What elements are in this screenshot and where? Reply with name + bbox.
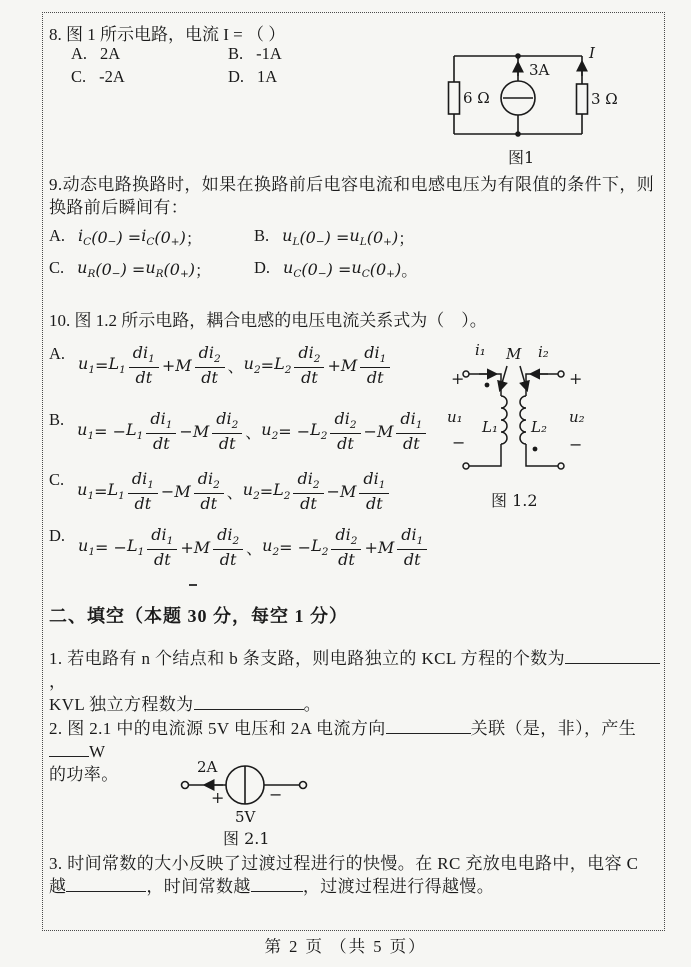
math-var: $u_2$ [243, 354, 261, 377]
math-text: ) [391, 228, 399, 247]
math-text: = − [278, 421, 311, 441]
option-label: A. [49, 344, 66, 363]
fraction: $\frac{di_1}{dt}$ [360, 344, 390, 387]
math-var: − [315, 236, 325, 249]
fraction: $\frac{di_2}{dt}$ [330, 410, 360, 453]
q8-number: 8. [49, 25, 62, 44]
math-var: $L_1$ [126, 420, 144, 443]
terminal [558, 371, 564, 377]
L2-label: L₂ [531, 418, 547, 436]
math-text: (0 [299, 228, 316, 247]
math-text: = − [94, 421, 127, 441]
blank-line [66, 877, 146, 892]
option-formula [282, 226, 414, 249]
math-text: − [326, 481, 340, 501]
math-var: $u_1$ [77, 420, 95, 443]
math-var: + [386, 268, 395, 281]
math-var: $L_1$ [126, 536, 145, 559]
option-label: D. [254, 258, 271, 277]
terminal [300, 782, 307, 789]
blank-line [251, 877, 303, 892]
text-run: 2. 图 2.1 中的电流源 5V 电压和 2A 电流方向 [49, 719, 386, 738]
text-run: 越 [49, 877, 67, 896]
fraction: $\frac{di_1}{dt}$ [129, 344, 159, 387]
polarity-minus: − [569, 435, 583, 454]
math-text: M [193, 537, 211, 557]
text-run: ，时间常数越 [146, 877, 251, 896]
fill-question-1 [49, 647, 661, 716]
figure-1-2-coupled-inductors [441, 338, 591, 518]
u2-label: u₂ [569, 408, 585, 426]
option-text: -2A [99, 67, 125, 86]
math-text: = − [279, 537, 312, 557]
option-label: B. [49, 410, 65, 429]
math-text: (0 [91, 228, 108, 247]
option-label: B. [228, 44, 244, 63]
math-text: = [259, 481, 274, 501]
math-text: ) = [324, 228, 350, 247]
math-text: = [260, 355, 275, 375]
figure-caption: 图 1.2 [491, 491, 538, 510]
blank-line [194, 695, 304, 710]
dot-mark [533, 447, 538, 452]
math-text: ) = [326, 260, 352, 279]
page-footer: 第 2 页 （共 5 页） [264, 937, 427, 956]
math-text: ) [188, 260, 196, 279]
math-text: = − [95, 537, 127, 557]
math-text: (0 [163, 260, 180, 279]
q8-option-b [228, 44, 282, 64]
q9-line1: 动态电路换路时，如果在换路前后电容电流和电感电压为有限值的条件下，则 [62, 175, 655, 194]
current-label: 2A [197, 758, 218, 776]
q10-option-c [49, 470, 392, 513]
blank-line [49, 742, 89, 757]
question-10-title [49, 306, 487, 331]
text-run: ，过渡过程进行得越慢。 [302, 877, 495, 896]
math-text: 。 [401, 263, 418, 280]
math-var: $u_C$ [351, 258, 370, 281]
math-text: M [339, 481, 357, 501]
wire [526, 374, 558, 396]
q9-line2: 换路前后瞬间有： [49, 198, 189, 217]
math-text: M [175, 355, 192, 375]
figure-caption: 图 2.1 [223, 829, 270, 848]
mutual-label: M [506, 345, 522, 363]
math-var: $L_2$ [274, 354, 292, 377]
q8-option-d [228, 67, 277, 87]
math-var: $L_2$ [273, 480, 291, 503]
math-text: M [340, 355, 358, 375]
resistor-right-label: 3 Ω [591, 90, 618, 108]
q8-option-c [71, 67, 125, 87]
math-text: 、 [246, 540, 263, 558]
q9-option-b [254, 226, 414, 249]
math-var: $i_C$ [78, 226, 92, 249]
math-var: $i_C$ [141, 226, 155, 249]
terminal [182, 782, 189, 789]
fraction: $\frac{di_1}{dt}$ [359, 470, 389, 513]
q9-option-c [49, 258, 211, 281]
polarity-plus: + [451, 369, 465, 388]
q9-option-a [49, 226, 202, 249]
math-text: M [376, 421, 394, 441]
text-run: 3. 时间常数的大小反映了过渡过程进行的快慢。在 RC 充放电电路中，电容 C [49, 854, 639, 873]
L1-label: L₁ [482, 418, 498, 436]
voltage-label: 5V [235, 808, 256, 826]
wire [526, 444, 558, 466]
math-text: (0 [154, 228, 171, 247]
option-label: A. [49, 226, 66, 245]
fraction: $\frac{di_2}{dt}$ [195, 344, 225, 387]
text-run: KVL 独立方程数为 [49, 695, 194, 714]
math-text: ； [398, 231, 415, 248]
exam-sheet-border [42, 12, 665, 931]
math-var: $u_L$ [349, 226, 367, 249]
math-text: = [95, 355, 109, 375]
blank-line [386, 719, 471, 734]
terminal [558, 463, 564, 469]
q8-text: 图 1 所示电路，电流 I = （ ） [66, 25, 286, 44]
math-var: $L_1$ [107, 480, 125, 503]
blank-line [565, 649, 660, 664]
math-text: ； [195, 263, 212, 280]
terminal [463, 463, 469, 469]
math-text: − [160, 481, 175, 501]
math-var: $u_C$ [283, 258, 302, 281]
wire [469, 444, 501, 466]
math-text: ) = [116, 228, 142, 247]
option-text: 2A [100, 44, 121, 63]
option-label: C. [71, 67, 87, 86]
option-formula [77, 470, 392, 513]
math-text: (0 [369, 260, 387, 279]
math-text: (0 [95, 260, 112, 279]
math-text: + [364, 537, 378, 557]
figure-2-1-current-source [155, 755, 375, 855]
fraction: $\frac{di_2}{dt}$ [293, 470, 323, 513]
math-text: ) [394, 260, 402, 279]
option-label: D. [228, 67, 245, 86]
option-label: C. [49, 258, 65, 277]
math-text: + [180, 537, 194, 557]
math-var: $u_2$ [262, 536, 280, 559]
option-label: C. [49, 470, 65, 489]
math-var: $u_1$ [78, 536, 96, 559]
math-var: $u_1$ [77, 480, 95, 503]
i2-label: i₂ [538, 343, 549, 361]
text-run: W [89, 742, 106, 761]
q10-option-b [49, 410, 429, 453]
math-text: 、 [245, 424, 262, 442]
math-var: $u_L$ [282, 226, 300, 249]
fraction: $\frac{di_1}{dt}$ [128, 470, 158, 513]
math-var: $L_2$ [310, 420, 328, 443]
math-text: M [192, 421, 210, 441]
question-8-title [49, 20, 285, 45]
option-label: A. [71, 44, 88, 63]
option-label: D. [49, 526, 66, 545]
option-text: 1A [257, 67, 278, 86]
resistor-6ohm [449, 82, 460, 114]
math-text: ； [185, 231, 202, 248]
text-run: 的功率。 [49, 765, 119, 784]
resistor-3ohm [577, 84, 588, 114]
math-var: + [179, 268, 189, 281]
math-text: ) = [120, 260, 146, 279]
q10-number: 10. [49, 311, 71, 330]
option-text: -1A [256, 44, 282, 63]
math-var: $u_R$ [77, 258, 96, 281]
math-var: $u_1$ [78, 354, 96, 377]
figure-1-circuit [434, 42, 619, 170]
option-formula [78, 344, 393, 387]
math-text: + [327, 355, 341, 375]
q9-number: 9. [49, 175, 63, 194]
source-current-label: 3A [529, 61, 550, 79]
math-text: M [174, 481, 191, 501]
q10-option-d [49, 526, 430, 569]
math-text: 、 [226, 484, 243, 502]
math-var: $L_1$ [108, 354, 126, 377]
section-2-title: 二、填空（本题 30 分，每空 1 分） [49, 606, 348, 626]
fraction: $\frac{di_1}{dt}$ [396, 410, 426, 453]
fraction: $\frac{di_1}{dt}$ [397, 526, 427, 569]
inductor-L1-coil [501, 396, 507, 444]
fraction: $\frac{di_1}{dt}$ [146, 410, 176, 453]
math-text: − [179, 421, 193, 441]
option-formula [78, 526, 430, 569]
polarity-plus: + [569, 369, 583, 388]
question-9-title [49, 173, 657, 219]
math-text: = [94, 481, 108, 501]
math-var: + [383, 236, 392, 249]
math-var: $u_2$ [242, 480, 260, 503]
i1-label: i₁ [475, 341, 486, 359]
math-text: + [161, 355, 176, 375]
branch-current-label: I [589, 44, 595, 62]
text-run: 关联（是，非），产生 [470, 719, 637, 738]
text-run: 1. 若电路有 n 个结点和 b 条支路，则电路独立的 KCL 方程的个数为 [49, 649, 566, 668]
polarity-minus: − [452, 433, 466, 452]
option-formula [77, 410, 429, 453]
figure-caption: 图1 [508, 148, 535, 167]
inductor-L2-coil [520, 396, 526, 444]
math-var: $L_2$ [311, 536, 329, 559]
option-formula [77, 258, 211, 281]
node-dot [515, 131, 521, 137]
fraction: $\frac{di_2}{dt}$ [294, 344, 324, 387]
fraction: $\frac{di_1}{dt}$ [147, 526, 177, 569]
math-var: − [317, 268, 327, 281]
polarity-plus: + [211, 788, 225, 807]
q10-option-a [49, 344, 393, 387]
polarity-minus: − [269, 785, 283, 804]
math-text: M [377, 537, 395, 557]
math-var: + [170, 236, 180, 249]
resistor-left-label: 6 Ω [463, 89, 490, 107]
math-text: (0 [366, 228, 384, 247]
fill-question-3 [49, 852, 661, 898]
option-formula [283, 258, 417, 281]
u1-label: u₁ [447, 408, 463, 426]
q9-option-d [254, 258, 417, 281]
q10-text: 图 1.2 所示电路，耦合电感的电压电流关系式为（ ）。 [74, 311, 487, 330]
text-run: ， [49, 672, 67, 691]
math-text: (0 [301, 260, 318, 279]
math-text: 、 [227, 358, 244, 376]
node-dot [515, 53, 521, 59]
fraction: $\frac{di_2}{dt}$ [194, 470, 224, 513]
math-var: $u_R$ [145, 258, 164, 281]
q8-option-a [71, 44, 120, 64]
math-var: − [111, 268, 121, 281]
fraction: $\frac{di_2}{dt}$ [212, 410, 242, 453]
math-text: ) [179, 228, 186, 247]
fraction: $\frac{di_2}{dt}$ [331, 526, 361, 569]
fraction: $\frac{di_2}{dt}$ [213, 526, 243, 569]
dot-mark [485, 383, 490, 388]
scan-artifact-dash [189, 584, 197, 586]
math-text: − [363, 421, 377, 441]
math-var: $u_2$ [261, 420, 279, 443]
math-var: − [107, 236, 117, 249]
option-formula [78, 226, 202, 249]
option-label: B. [254, 226, 270, 245]
text-run: 。 [303, 695, 321, 714]
